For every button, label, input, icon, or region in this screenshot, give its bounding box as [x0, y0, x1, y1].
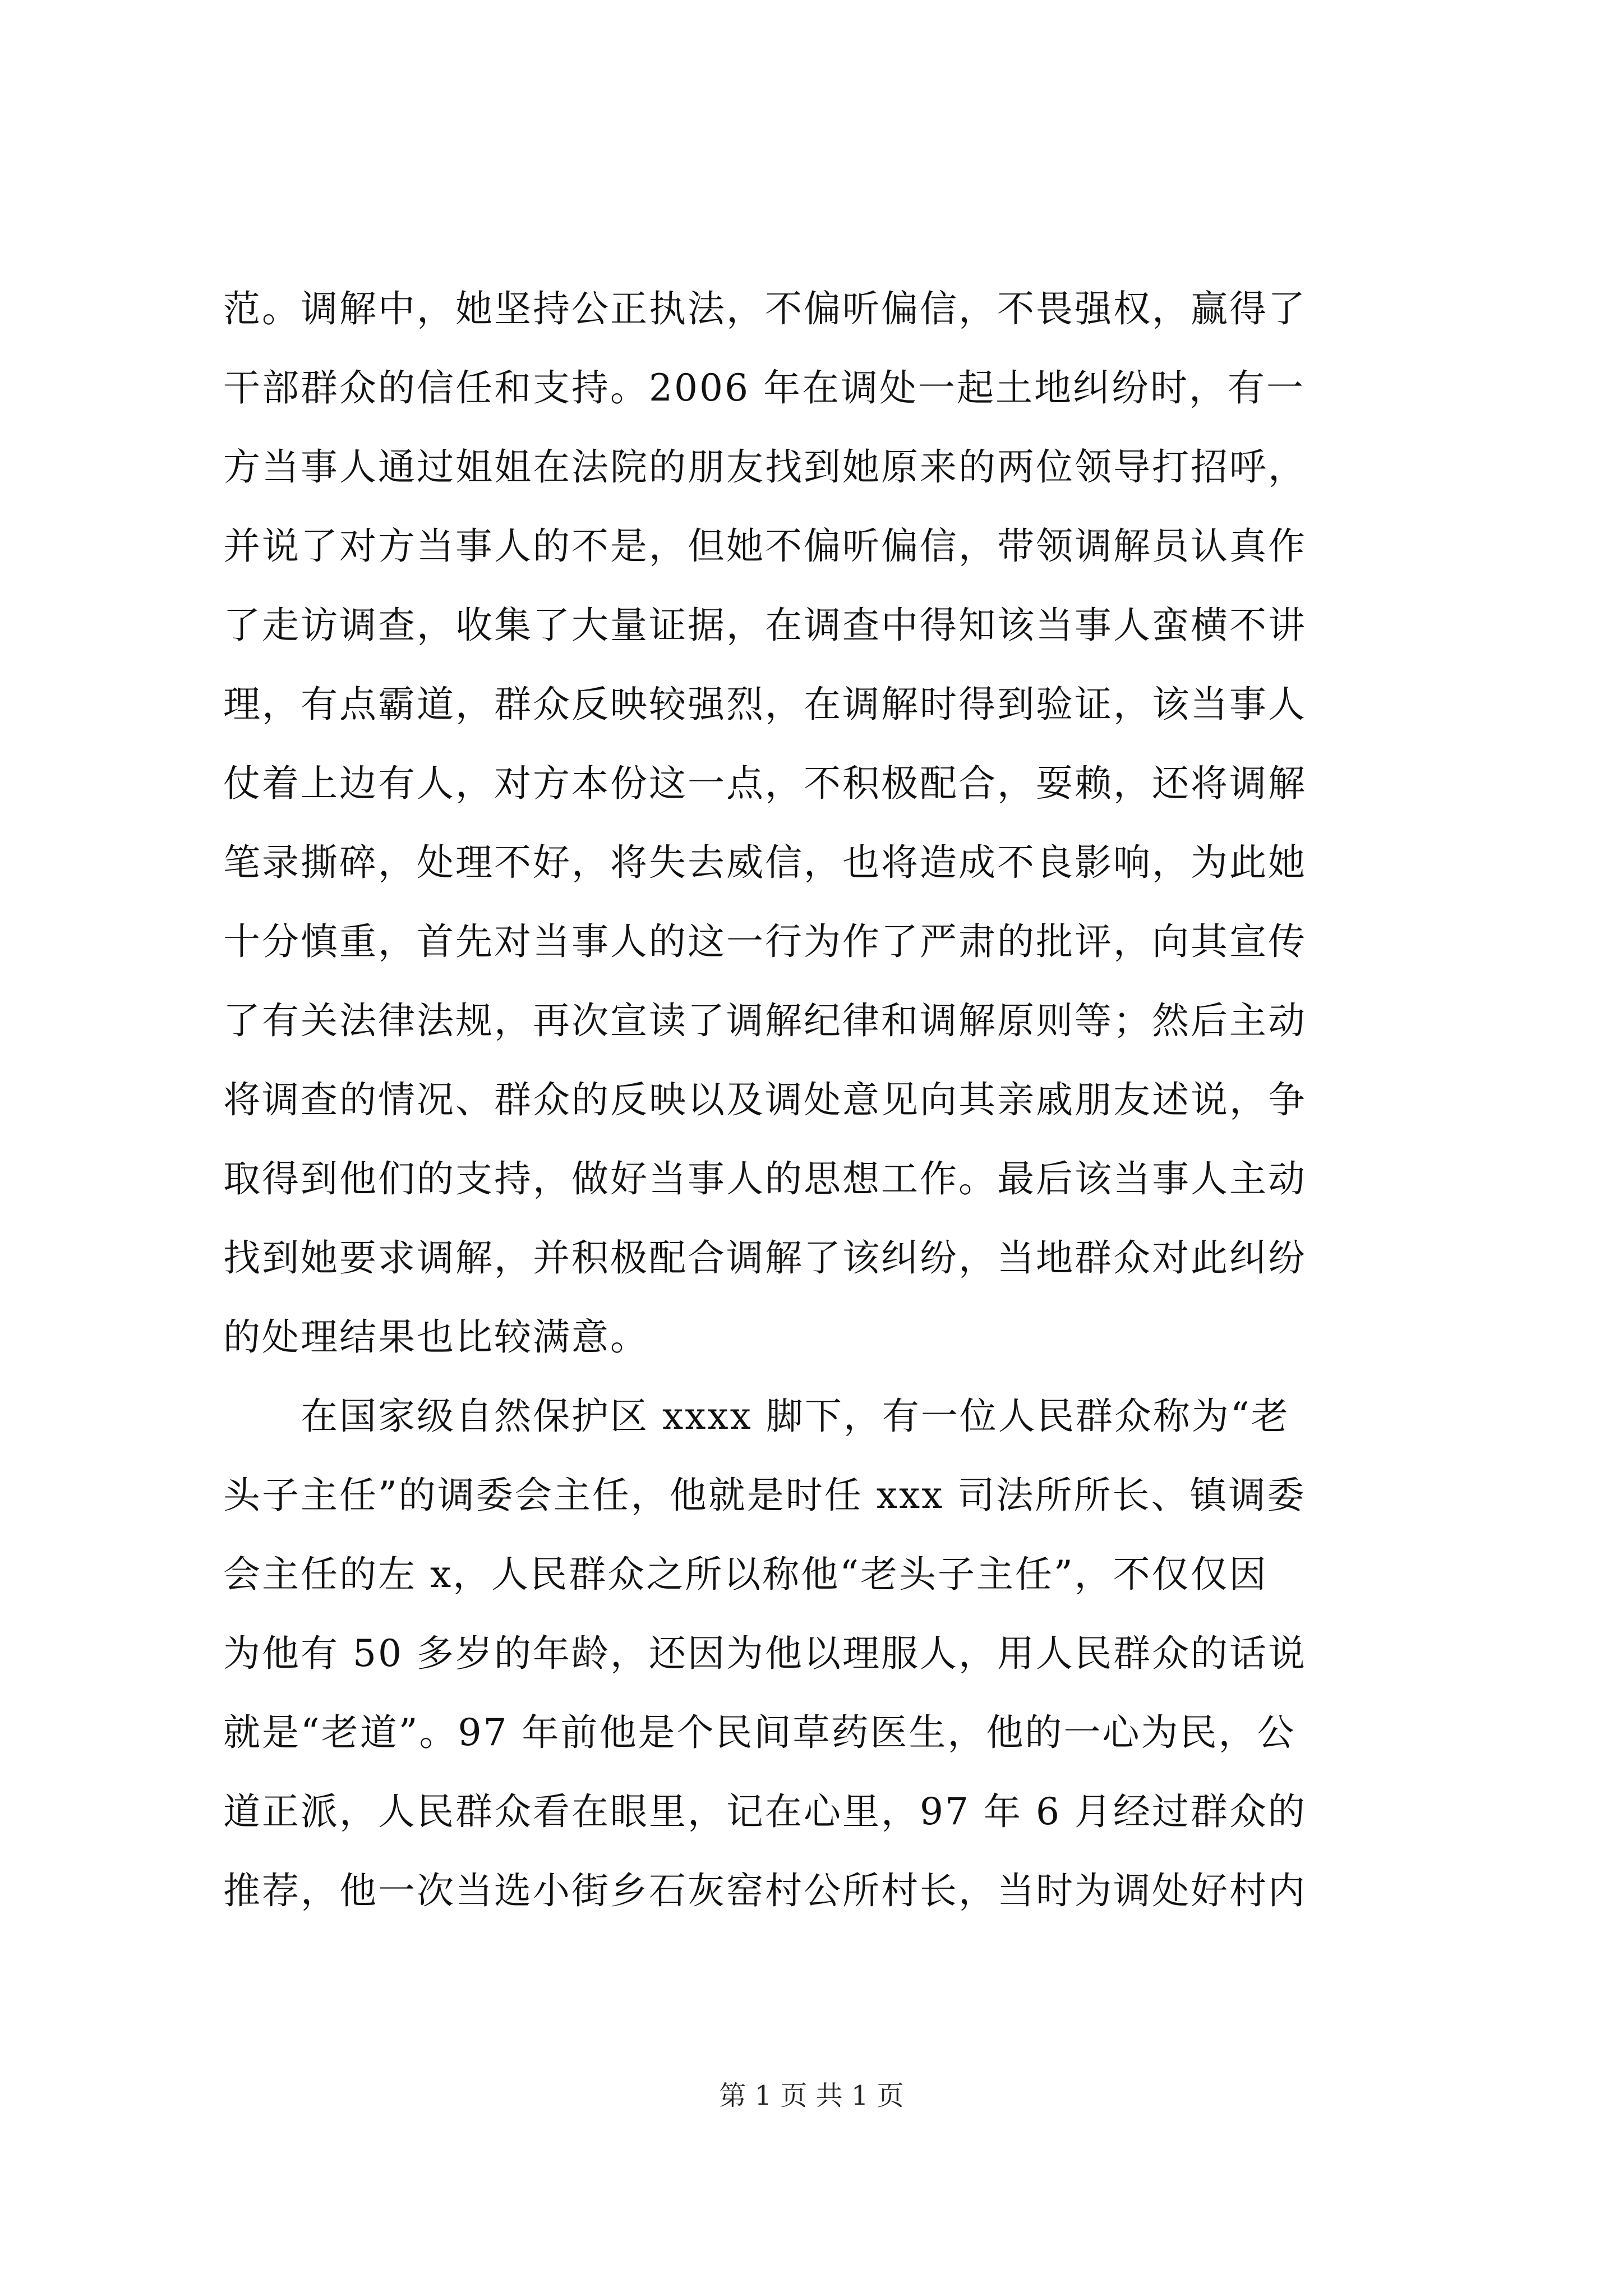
text-line: 理，有点霸道，群众反映较强烈，在调解时得到验证，该当事人 [223, 683, 1307, 726]
text-line: 道正派，人民群众看在眼里，记在心里，97 年 6 月经过群众的 [223, 1790, 1307, 1833]
text-line: 方当事人通过姐姐在法院的朋友找到她原来的两位领导打招呼， [223, 445, 1307, 489]
text-line: 仗着上边有人，对方本份这一点，不积极配合，耍赖，还将调解 [223, 762, 1307, 805]
paragraph [223, 269, 1423, 1377]
text-line: 范。调解中，她坚持公正执法，不偏听偏信，不畏强权，赢得了 [223, 287, 1307, 330]
text-line: 找到她要求调解，并积极配合调解了该纠纷，当地群众对此纠纷 [223, 1236, 1307, 1280]
text-line: 推荐，他一次当选小街乡石灰窑村公所村长，当时为调处好村内 [223, 1869, 1307, 1912]
text-line: 十分慎重，首先对当事人的这一行为作了严肃的批评，向其宣传 [223, 920, 1307, 963]
text-line: 并说了对方当事人的不是，但她不偏听偏信，带领调解员认真作 [223, 524, 1307, 568]
text-line: 取得到他们的支持，做好当事人的思想工作。最后该当事人主动 [223, 1157, 1307, 1200]
text-line: 会主任的左 x，人民群众之所以称他“老头子主任”，不仅仅因 [223, 1553, 1268, 1596]
text-line: 了走访调查，收集了大量证据，在调查中得知该当事人蛮横不讲 [223, 604, 1307, 647]
text-line: 将调查的情况、群众的反映以及调处意见向其亲戚朋友述说，争 [223, 1078, 1307, 1121]
page-footer: 第 1 页 共 1 页 [719, 2080, 904, 2111]
text-line: 笔录撕碎，处理不好，将失去威信，也将造成不良影响，为此她 [223, 841, 1307, 884]
text-line: 头子主任”的调委会主任，他就是时任 xxx 司法所所长、镇调委 [223, 1474, 1306, 1517]
text-line: 在国家级自然保护区 xxxx 脚下，有一位人民群众称为“老 [223, 1395, 1290, 1438]
text-line: 了有关法律法规，再次宣读了调解纪律和调解原则等；然后主动 [223, 999, 1307, 1042]
text-line: 干部群众的信任和支持。2006 年在调处一起土地纠纷时，有一 [223, 366, 1305, 409]
paragraph [223, 1377, 1423, 1930]
text-line: 就是“老道”。97 年前他是个民间草药医生，他的一心为民，公 [223, 1711, 1296, 1754]
text-line: 的处理结果也比较满意。 [223, 1315, 649, 1359]
document-body [223, 269, 1423, 1930]
text-line: 为他有 50 多岁的年龄，还因为他以理服人，用人民群众的话说 [223, 1632, 1307, 1675]
